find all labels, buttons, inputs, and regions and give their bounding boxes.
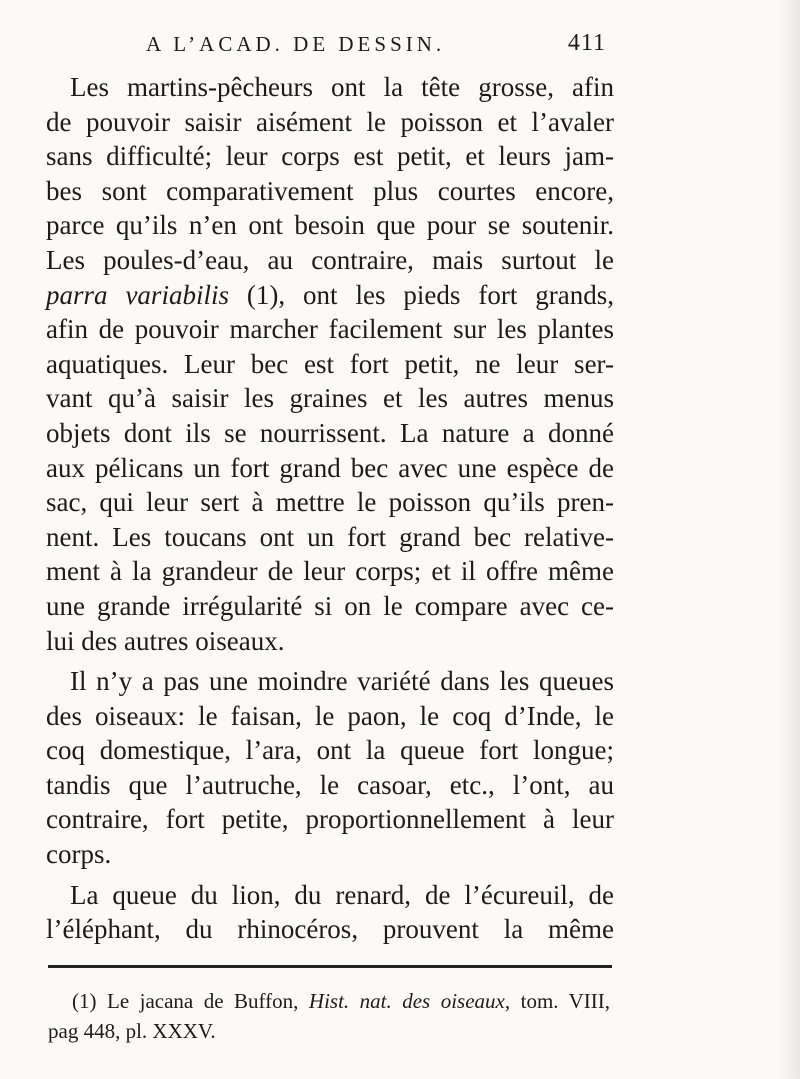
text-line: lui des autres oiseaux. bbox=[46, 625, 285, 656]
text-line: corps. bbox=[46, 839, 112, 870]
footnote-line: pag 448, pl. XXXV. bbox=[48, 1019, 216, 1043]
text-line-rest: (1), ont les pieds fort grands, bbox=[246, 279, 614, 310]
text-line: Il n’y a pas une moindre variété dans les queues bbox=[70, 666, 614, 697]
text-line: une grande irrégularité si on le compare avec ce- bbox=[46, 590, 614, 621]
text-line: Les martins-pêcheurs ont la tête grosse, afin bbox=[70, 72, 614, 102]
text-line: coq domestique, l’ara, ont la queue fort longue; bbox=[46, 735, 614, 766]
text-line: l’éléphant, du rhinocéros, prouvent la même bbox=[46, 914, 614, 945]
footnote-text: , tom. VIII, bbox=[504, 989, 611, 1013]
page-header bbox=[146, 32, 606, 62]
footnote-text: Le jacana de Buffon, bbox=[107, 989, 299, 1013]
running-head: A L’ACAD. DE DESSIN. bbox=[146, 32, 446, 56]
text-line: contraire, fort petite, proportionnellement à leur bbox=[46, 804, 614, 835]
footnote-marker: (1) bbox=[72, 989, 97, 1013]
page-number: 411 bbox=[567, 30, 606, 56]
text-line: ment à la grandeur de leur corps; et il offre même bbox=[46, 556, 614, 587]
text-line: vant qu’à saisir les graines et les autres menus bbox=[46, 383, 614, 414]
text-line: bes sont comparativement plus courtes encore, bbox=[46, 175, 614, 206]
text-line: de pouvoir saisir aisément le poisson et l’avaler bbox=[46, 106, 614, 137]
text-line: afin de pouvoir marcher facilement sur les plantes bbox=[46, 314, 614, 345]
text-line: des oiseaux: le faisan, le paon, le coq d’Inde, le bbox=[46, 700, 614, 731]
text-line: objets dont ils se nourrissent. La nature a donné bbox=[46, 417, 614, 448]
body-text bbox=[46, 70, 614, 947]
footnote bbox=[48, 986, 610, 1046]
text-line bbox=[46, 278, 614, 313]
footnote-rule bbox=[48, 965, 612, 968]
text-line: La queue du lion, du renard, de l’écureuil, de bbox=[70, 879, 614, 910]
footnote-line bbox=[48, 986, 610, 1016]
footnote-title: Hist. nat. des oiseaux bbox=[308, 989, 505, 1013]
species-name: parra variabilis bbox=[46, 279, 229, 310]
text-line: tandis que l’autruche, le casoar, etc., l’ont, au bbox=[46, 769, 614, 800]
page-edge-shadow bbox=[778, 0, 800, 1079]
text-line: nent. Les toucans ont un fort grand bec relative- bbox=[46, 521, 614, 552]
text-line: aquatiques. Leur bec est fort petit, ne leur ser- bbox=[46, 348, 614, 379]
text-line: Les poules-d’eau, au contraire, mais surtout le bbox=[46, 244, 614, 275]
text-line: sac, qui leur sert à mettre le poisson qu’ils pren- bbox=[46, 487, 614, 518]
text-line: parce qu’ils n’en ont besoin que pour se soutenir. bbox=[46, 210, 614, 241]
text-line: sans difficulté; leur corps est petit, et leurs jam- bbox=[46, 141, 614, 172]
text-line: aux pélicans un fort grand bec avec une espèce de bbox=[46, 452, 614, 483]
